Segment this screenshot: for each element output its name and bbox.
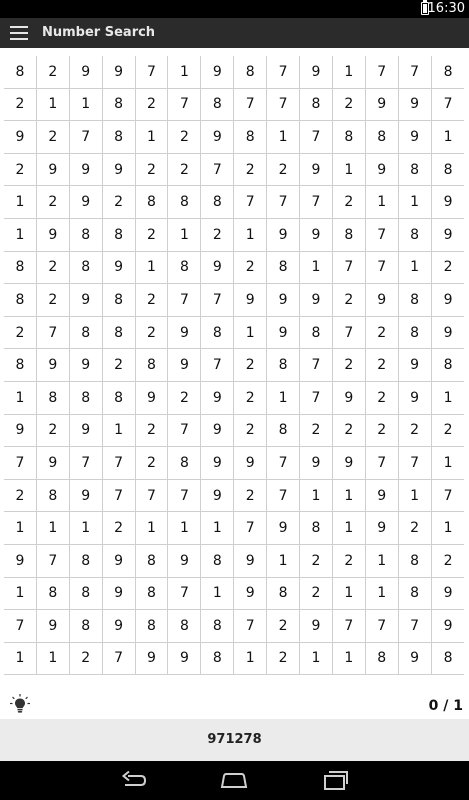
grid-cell[interactable]: 1 bbox=[399, 480, 432, 513]
grid-cell[interactable]: 1 bbox=[432, 512, 465, 545]
grid-cell[interactable]: 8 bbox=[399, 317, 432, 350]
grid-cell[interactable]: 2 bbox=[234, 415, 267, 448]
grid-cell[interactable]: 9 bbox=[234, 284, 267, 317]
grid-cell[interactable]: 9 bbox=[432, 610, 465, 643]
grid-cell[interactable]: 2 bbox=[399, 415, 432, 448]
grid-cell[interactable]: 1 bbox=[103, 415, 136, 448]
grid-cell[interactable]: 9 bbox=[333, 382, 366, 415]
grid-cell[interactable]: 8 bbox=[201, 317, 234, 350]
grid-cell[interactable]: 9 bbox=[432, 317, 465, 350]
target-number: 971278 bbox=[207, 732, 262, 747]
grid-cell[interactable]: 2 bbox=[136, 447, 169, 480]
grid-cell[interactable]: 7 bbox=[70, 447, 103, 480]
grid-cell[interactable]: 1 bbox=[234, 643, 267, 676]
grid-cell[interactable]: 2 bbox=[234, 480, 267, 513]
grid-cell[interactable]: 1 bbox=[4, 512, 37, 545]
grid-cell[interactable]: 1 bbox=[333, 578, 366, 611]
grid-cell[interactable]: 9 bbox=[234, 447, 267, 480]
grid-cell[interactable]: 8 bbox=[267, 415, 300, 448]
grid-cell[interactable]: 7 bbox=[300, 121, 333, 154]
home-icon[interactable] bbox=[219, 768, 249, 792]
lightbulb-icon[interactable] bbox=[9, 693, 31, 715]
grid-cell[interactable]: 8 bbox=[70, 382, 103, 415]
grid-cell[interactable]: 7 bbox=[234, 512, 267, 545]
grid-cell[interactable]: 2 bbox=[168, 154, 201, 187]
grid-cell[interactable]: 2 bbox=[300, 545, 333, 578]
grid-cell[interactable]: 8 bbox=[70, 252, 103, 285]
status-bar bbox=[0, 0, 469, 18]
grid-cell[interactable]: 1 bbox=[366, 578, 399, 611]
number-grid bbox=[4, 56, 465, 675]
grid-cell[interactable]: 2 bbox=[333, 89, 366, 122]
grid-cell[interactable]: 8 bbox=[103, 121, 136, 154]
grid-cell[interactable]: 9 bbox=[103, 56, 136, 89]
grid-cell[interactable]: 8 bbox=[37, 480, 70, 513]
grid-cell[interactable]: 1 bbox=[136, 512, 169, 545]
grid-cell[interactable]: 7 bbox=[4, 610, 37, 643]
grid-cell[interactable]: 9 bbox=[37, 610, 70, 643]
grid-cell[interactable]: 2 bbox=[234, 382, 267, 415]
grid-cell[interactable]: 2 bbox=[4, 480, 37, 513]
grid-cell[interactable]: 9 bbox=[168, 643, 201, 676]
grid-cell[interactable]: 9 bbox=[70, 154, 103, 187]
grid-cell[interactable]: 9 bbox=[300, 56, 333, 89]
grid-cell[interactable]: 2 bbox=[70, 643, 103, 676]
grid-cell[interactable]: 8 bbox=[37, 578, 70, 611]
grid-cell[interactable]: 8 bbox=[136, 545, 169, 578]
grid-cell[interactable]: 2 bbox=[366, 382, 399, 415]
grid-cell[interactable]: 9 bbox=[234, 578, 267, 611]
grid-cell[interactable]: 9 bbox=[267, 317, 300, 350]
grid-cell[interactable]: 8 bbox=[267, 252, 300, 285]
target-number-bar bbox=[0, 719, 469, 761]
grid-cell[interactable]: 8 bbox=[399, 219, 432, 252]
grid-cell[interactable]: 7 bbox=[234, 89, 267, 122]
grid-cell[interactable]: 9 bbox=[70, 415, 103, 448]
grid-cell[interactable]: 7 bbox=[4, 447, 37, 480]
game-content bbox=[0, 48, 469, 761]
grid-cell[interactable]: 8 bbox=[201, 89, 234, 122]
grid-cell[interactable]: 9 bbox=[4, 121, 37, 154]
grid-cell[interactable]: 9 bbox=[70, 186, 103, 219]
grid-cell[interactable]: 8 bbox=[103, 317, 136, 350]
grid-cell[interactable]: 8 bbox=[70, 610, 103, 643]
grid-cell[interactable]: 2 bbox=[136, 284, 169, 317]
grid-cell[interactable]: 2 bbox=[333, 284, 366, 317]
grid-cell[interactable]: 1 bbox=[333, 643, 366, 676]
grid-cell[interactable]: 2 bbox=[136, 154, 169, 187]
grid-cell[interactable]: 8 bbox=[432, 154, 465, 187]
grid-cell[interactable]: 7 bbox=[333, 317, 366, 350]
grid-cell[interactable]: 7 bbox=[300, 186, 333, 219]
grid-cell[interactable]: 1 bbox=[366, 186, 399, 219]
grid-cell[interactable]: 8 bbox=[201, 643, 234, 676]
grid-cell[interactable]: 2 bbox=[37, 252, 70, 285]
grid-cell[interactable]: 8 bbox=[432, 56, 465, 89]
grid-cell[interactable]: 2 bbox=[37, 186, 70, 219]
grid-cell[interactable]: 9 bbox=[300, 284, 333, 317]
grid-cell[interactable]: 2 bbox=[168, 121, 201, 154]
grid-cell[interactable]: 7 bbox=[366, 219, 399, 252]
grid-cell[interactable]: 8 bbox=[168, 610, 201, 643]
grid-cell[interactable]: 7 bbox=[366, 447, 399, 480]
grid-cell[interactable]: 9 bbox=[300, 154, 333, 187]
grid-cell[interactable]: 9 bbox=[300, 610, 333, 643]
grid-cell[interactable]: 9 bbox=[168, 317, 201, 350]
grid-cell[interactable]: 9 bbox=[37, 219, 70, 252]
grid-cell[interactable]: 2 bbox=[267, 610, 300, 643]
grid-cell[interactable]: 8 bbox=[267, 349, 300, 382]
grid-cell[interactable]: 1 bbox=[168, 219, 201, 252]
grid-cell[interactable]: 7 bbox=[201, 154, 234, 187]
grid-cell[interactable]: 8 bbox=[70, 545, 103, 578]
grid-cell[interactable]: 8 bbox=[103, 382, 136, 415]
grid-cell[interactable]: 7 bbox=[267, 56, 300, 89]
grid-cell[interactable]: 8 bbox=[201, 610, 234, 643]
grid-cell[interactable]: 1 bbox=[37, 512, 70, 545]
grid-cell[interactable]: 9 bbox=[300, 447, 333, 480]
grid-cell[interactable]: 7 bbox=[136, 56, 169, 89]
grid-cell[interactable]: 8 bbox=[234, 121, 267, 154]
grid-cell[interactable]: 8 bbox=[399, 578, 432, 611]
grid-cell[interactable]: 2 bbox=[136, 415, 169, 448]
recent-apps-icon[interactable] bbox=[320, 768, 350, 792]
grid-cell[interactable]: 9 bbox=[366, 480, 399, 513]
grid-cell[interactable]: 7 bbox=[333, 252, 366, 285]
grid-cell[interactable]: 7 bbox=[366, 252, 399, 285]
grid-cell[interactable]: 9 bbox=[103, 610, 136, 643]
grid-cell[interactable]: 9 bbox=[70, 349, 103, 382]
grid-cell[interactable]: 8 bbox=[168, 186, 201, 219]
grid-cell[interactable]: 7 bbox=[168, 284, 201, 317]
grid-cell[interactable]: 9 bbox=[399, 121, 432, 154]
grid-cell[interactable]: 8 bbox=[136, 578, 169, 611]
grid-cell[interactable]: 2 bbox=[333, 349, 366, 382]
grid-cell[interactable]: 1 bbox=[300, 480, 333, 513]
grid-cell[interactable]: 1 bbox=[136, 121, 169, 154]
grid-cell[interactable]: 7 bbox=[168, 480, 201, 513]
grid-cell[interactable]: 1 bbox=[168, 56, 201, 89]
grid-cell[interactable]: 8 bbox=[136, 186, 169, 219]
grid-cell[interactable]: 9 bbox=[399, 349, 432, 382]
grid-cell[interactable]: 9 bbox=[333, 447, 366, 480]
grid-cell[interactable]: 7 bbox=[300, 382, 333, 415]
grid-cell[interactable]: 7 bbox=[103, 643, 136, 676]
grid-cell[interactable]: 1 bbox=[333, 480, 366, 513]
grid-cell[interactable]: 9 bbox=[300, 219, 333, 252]
status-time: 16:30 bbox=[427, 1, 465, 16]
grid-cell[interactable]: 8 bbox=[103, 284, 136, 317]
grid-cell[interactable]: 1 bbox=[333, 154, 366, 187]
grid-cell[interactable]: 2 bbox=[201, 219, 234, 252]
grid-cell[interactable]: 7 bbox=[168, 578, 201, 611]
grid-cell[interactable]: 1 bbox=[201, 578, 234, 611]
grid-cell[interactable]: 9 bbox=[37, 349, 70, 382]
grid-cell[interactable]: 8 bbox=[366, 121, 399, 154]
grid-cell[interactable]: 7 bbox=[267, 447, 300, 480]
grid-cell[interactable]: 9 bbox=[136, 643, 169, 676]
grid-cell[interactable]: 8 bbox=[4, 252, 37, 285]
grid-cell[interactable]: 8 bbox=[399, 284, 432, 317]
grid-cell[interactable]: 2 bbox=[366, 349, 399, 382]
grid-cell[interactable]: 7 bbox=[37, 545, 70, 578]
grid-cell[interactable]: 1 bbox=[168, 512, 201, 545]
grid-cell[interactable]: 7 bbox=[168, 415, 201, 448]
grid-cell[interactable]: 9 bbox=[201, 382, 234, 415]
grid-cell[interactable]: 8 bbox=[399, 154, 432, 187]
grid-cell[interactable]: 7 bbox=[432, 89, 465, 122]
grid-cell[interactable]: 9 bbox=[103, 578, 136, 611]
grid-cell[interactable]: 7 bbox=[168, 89, 201, 122]
grid-cell[interactable]: 7 bbox=[201, 349, 234, 382]
grid-cell[interactable]: 8 bbox=[168, 447, 201, 480]
grid-cell[interactable]: 8 bbox=[4, 56, 37, 89]
grid-cell[interactable]: 7 bbox=[70, 121, 103, 154]
grid-cell[interactable]: 8 bbox=[300, 512, 333, 545]
grid-cell[interactable]: 8 bbox=[267, 578, 300, 611]
grid-cell[interactable]: 1 bbox=[37, 89, 70, 122]
grid-cell[interactable]: 2 bbox=[103, 512, 136, 545]
navigation-bar bbox=[0, 761, 469, 800]
grid-cell[interactable]: 2 bbox=[267, 643, 300, 676]
grid-cell[interactable]: 8 bbox=[234, 56, 267, 89]
grid-cell[interactable]: 2 bbox=[333, 415, 366, 448]
grid-cell[interactable]: 9 bbox=[366, 284, 399, 317]
grid-cell[interactable]: 9 bbox=[432, 219, 465, 252]
grid-cell[interactable]: 2 bbox=[103, 349, 136, 382]
grid-cell[interactable]: 1 bbox=[267, 382, 300, 415]
grid-cell[interactable]: 8 bbox=[4, 284, 37, 317]
grid-cell[interactable]: 7 bbox=[267, 186, 300, 219]
grid-cell[interactable]: 9 bbox=[201, 447, 234, 480]
grid-cell[interactable]: 2 bbox=[103, 186, 136, 219]
grid-cell[interactable]: 7 bbox=[366, 610, 399, 643]
grid-cell[interactable]: 2 bbox=[4, 317, 37, 350]
grid-cell[interactable]: 9 bbox=[136, 382, 169, 415]
grid-cell[interactable]: 7 bbox=[399, 56, 432, 89]
grid-cell[interactable]: 9 bbox=[399, 643, 432, 676]
grid-cell[interactable]: 8 bbox=[70, 219, 103, 252]
grid-cell[interactable]: 7 bbox=[267, 480, 300, 513]
grid-cell[interactable]: 9 bbox=[432, 578, 465, 611]
grid-cell[interactable]: 9 bbox=[103, 154, 136, 187]
grid-cell[interactable]: 9 bbox=[201, 121, 234, 154]
grid-cell[interactable]: 7 bbox=[300, 349, 333, 382]
grid-cell[interactable]: 1 bbox=[432, 382, 465, 415]
grid-cell[interactable]: 8 bbox=[300, 317, 333, 350]
grid-cell[interactable]: 2 bbox=[37, 415, 70, 448]
grid-cell[interactable]: 2 bbox=[136, 317, 169, 350]
grid-cell[interactable]: 9 bbox=[366, 154, 399, 187]
grid-cell[interactable]: 9 bbox=[234, 545, 267, 578]
grid-cell[interactable]: 1 bbox=[136, 252, 169, 285]
grid-cell[interactable]: 9 bbox=[70, 56, 103, 89]
grid-cell[interactable]: 9 bbox=[4, 545, 37, 578]
grid-cell[interactable]: 8 bbox=[399, 545, 432, 578]
grid-cell[interactable]: 7 bbox=[234, 610, 267, 643]
grid-cell[interactable]: 1 bbox=[267, 121, 300, 154]
grid-cell[interactable]: 9 bbox=[432, 186, 465, 219]
grid-cell[interactable]: 1 bbox=[267, 545, 300, 578]
grid-cell[interactable]: 1 bbox=[333, 512, 366, 545]
grid-cell[interactable]: 2 bbox=[37, 284, 70, 317]
grid-cell[interactable]: 2 bbox=[432, 415, 465, 448]
grid-cell[interactable]: 9 bbox=[201, 56, 234, 89]
grid-cell[interactable]: 2 bbox=[333, 545, 366, 578]
grid-cell[interactable]: 2 bbox=[234, 349, 267, 382]
grid-cell[interactable]: 8 bbox=[103, 89, 136, 122]
grid-cell[interactable]: 8 bbox=[432, 349, 465, 382]
grid-cell[interactable]: 2 bbox=[366, 317, 399, 350]
grid-cell[interactable]: 9 bbox=[267, 284, 300, 317]
grid-cell[interactable]: 2 bbox=[300, 415, 333, 448]
hamburger-menu-icon[interactable] bbox=[10, 25, 28, 41]
grid-cell[interactable]: 2 bbox=[333, 186, 366, 219]
grid-cell[interactable]: 9 bbox=[70, 480, 103, 513]
grid-cell[interactable]: 7 bbox=[399, 610, 432, 643]
grid-cell[interactable]: 2 bbox=[432, 252, 465, 285]
grid-cell[interactable]: 7 bbox=[37, 317, 70, 350]
grid-cell[interactable]: 9 bbox=[201, 415, 234, 448]
app-title: Number Search bbox=[42, 25, 156, 40]
grid-cell[interactable]: 9 bbox=[168, 349, 201, 382]
grid-cell[interactable]: 2 bbox=[37, 121, 70, 154]
grid-cell[interactable]: 1 bbox=[70, 512, 103, 545]
grid-cell[interactable]: 2 bbox=[4, 89, 37, 122]
grid-cell[interactable]: 2 bbox=[234, 154, 267, 187]
grid-cell[interactable]: 7 bbox=[103, 480, 136, 513]
grid-cell[interactable]: 2 bbox=[234, 252, 267, 285]
grid-cell[interactable]: 9 bbox=[168, 545, 201, 578]
grid-cell[interactable]: 2 bbox=[432, 545, 465, 578]
grid-cell[interactable]: 9 bbox=[37, 154, 70, 187]
score-counter: 0 / 1 bbox=[428, 698, 463, 714]
grid-cell[interactable]: 2 bbox=[168, 382, 201, 415]
grid-cell[interactable]: 7 bbox=[136, 480, 169, 513]
grid-cell[interactable]: 9 bbox=[201, 252, 234, 285]
grid-cell[interactable]: 7 bbox=[399, 447, 432, 480]
grid-cell[interactable]: 1 bbox=[234, 317, 267, 350]
grid-cell[interactable]: 8 bbox=[70, 317, 103, 350]
grid-cell[interactable]: 9 bbox=[267, 512, 300, 545]
grid-cell[interactable]: 1 bbox=[4, 186, 37, 219]
grid-cell[interactable]: 9 bbox=[37, 447, 70, 480]
grid-cell[interactable]: 9 bbox=[103, 545, 136, 578]
grid-cell[interactable]: 1 bbox=[234, 219, 267, 252]
grid-cell[interactable]: 2 bbox=[4, 154, 37, 187]
grid-cell[interactable]: 8 bbox=[4, 349, 37, 382]
grid-cell[interactable]: 8 bbox=[432, 643, 465, 676]
grid-cell[interactable]: 9 bbox=[201, 480, 234, 513]
grid-cell[interactable]: 8 bbox=[70, 578, 103, 611]
grid-cell[interactable]: 9 bbox=[267, 219, 300, 252]
grid-cell[interactable]: 1 bbox=[4, 382, 37, 415]
grid-cell[interactable]: 1 bbox=[37, 643, 70, 676]
grid-cell[interactable]: 8 bbox=[333, 219, 366, 252]
grid-cell[interactable]: 8 bbox=[201, 545, 234, 578]
grid-cell[interactable]: 9 bbox=[399, 382, 432, 415]
grid-cell[interactable]: 8 bbox=[333, 121, 366, 154]
grid-cell[interactable]: 1 bbox=[4, 578, 37, 611]
grid-cell[interactable]: 1 bbox=[399, 252, 432, 285]
grid-cell[interactable]: 8 bbox=[300, 89, 333, 122]
grid-cell[interactable]: 7 bbox=[333, 610, 366, 643]
grid-cell[interactable]: 9 bbox=[432, 284, 465, 317]
grid-cell[interactable]: 7 bbox=[103, 447, 136, 480]
grid-cell[interactable]: 9 bbox=[103, 252, 136, 285]
grid-cell[interactable]: 8 bbox=[136, 610, 169, 643]
grid-cell[interactable]: 8 bbox=[103, 219, 136, 252]
grid-cell[interactable]: 7 bbox=[366, 56, 399, 89]
grid-cell[interactable]: 1 bbox=[4, 219, 37, 252]
grid-cell[interactable]: 1 bbox=[399, 186, 432, 219]
grid-cell[interactable]: 1 bbox=[432, 121, 465, 154]
grid-cell[interactable]: 9 bbox=[366, 89, 399, 122]
grid-cell[interactable]: 8 bbox=[366, 643, 399, 676]
grid-cell[interactable]: 9 bbox=[366, 512, 399, 545]
grid-cell[interactable]: 1 bbox=[300, 252, 333, 285]
grid-cell[interactable]: 7 bbox=[432, 480, 465, 513]
grid-cell[interactable]: 1 bbox=[4, 643, 37, 676]
grid-cell[interactable]: 1 bbox=[70, 89, 103, 122]
grid-cell[interactable]: 2 bbox=[300, 578, 333, 611]
grid-cell[interactable]: 2 bbox=[37, 56, 70, 89]
grid-cell[interactable]: 2 bbox=[366, 415, 399, 448]
grid-cell[interactable]: 2 bbox=[136, 219, 169, 252]
grid-cell[interactable]: 8 bbox=[136, 349, 169, 382]
grid-cell[interactable]: 9 bbox=[4, 415, 37, 448]
grid-cell[interactable]: 7 bbox=[267, 89, 300, 122]
grid-cell[interactable]: 1 bbox=[300, 643, 333, 676]
grid-cell[interactable]: 1 bbox=[333, 56, 366, 89]
grid-cell[interactable]: 2 bbox=[399, 512, 432, 545]
grid-cell[interactable]: 7 bbox=[234, 186, 267, 219]
grid-cell[interactable]: 1 bbox=[366, 545, 399, 578]
grid-cell[interactable]: 8 bbox=[201, 186, 234, 219]
grid-cell[interactable]: 9 bbox=[70, 284, 103, 317]
grid-cell[interactable]: 9 bbox=[399, 89, 432, 122]
grid-cell[interactable]: 1 bbox=[201, 512, 234, 545]
grid-cell[interactable]: 2 bbox=[267, 154, 300, 187]
back-arrow-icon[interactable] bbox=[119, 768, 149, 792]
action-bar bbox=[0, 18, 469, 48]
grid-cell[interactable]: 1 bbox=[432, 447, 465, 480]
grid-cell[interactable]: 8 bbox=[168, 252, 201, 285]
grid-cell[interactable]: 7 bbox=[201, 284, 234, 317]
grid-cell[interactable]: 8 bbox=[37, 382, 70, 415]
grid-cell[interactable]: 2 bbox=[136, 89, 169, 122]
